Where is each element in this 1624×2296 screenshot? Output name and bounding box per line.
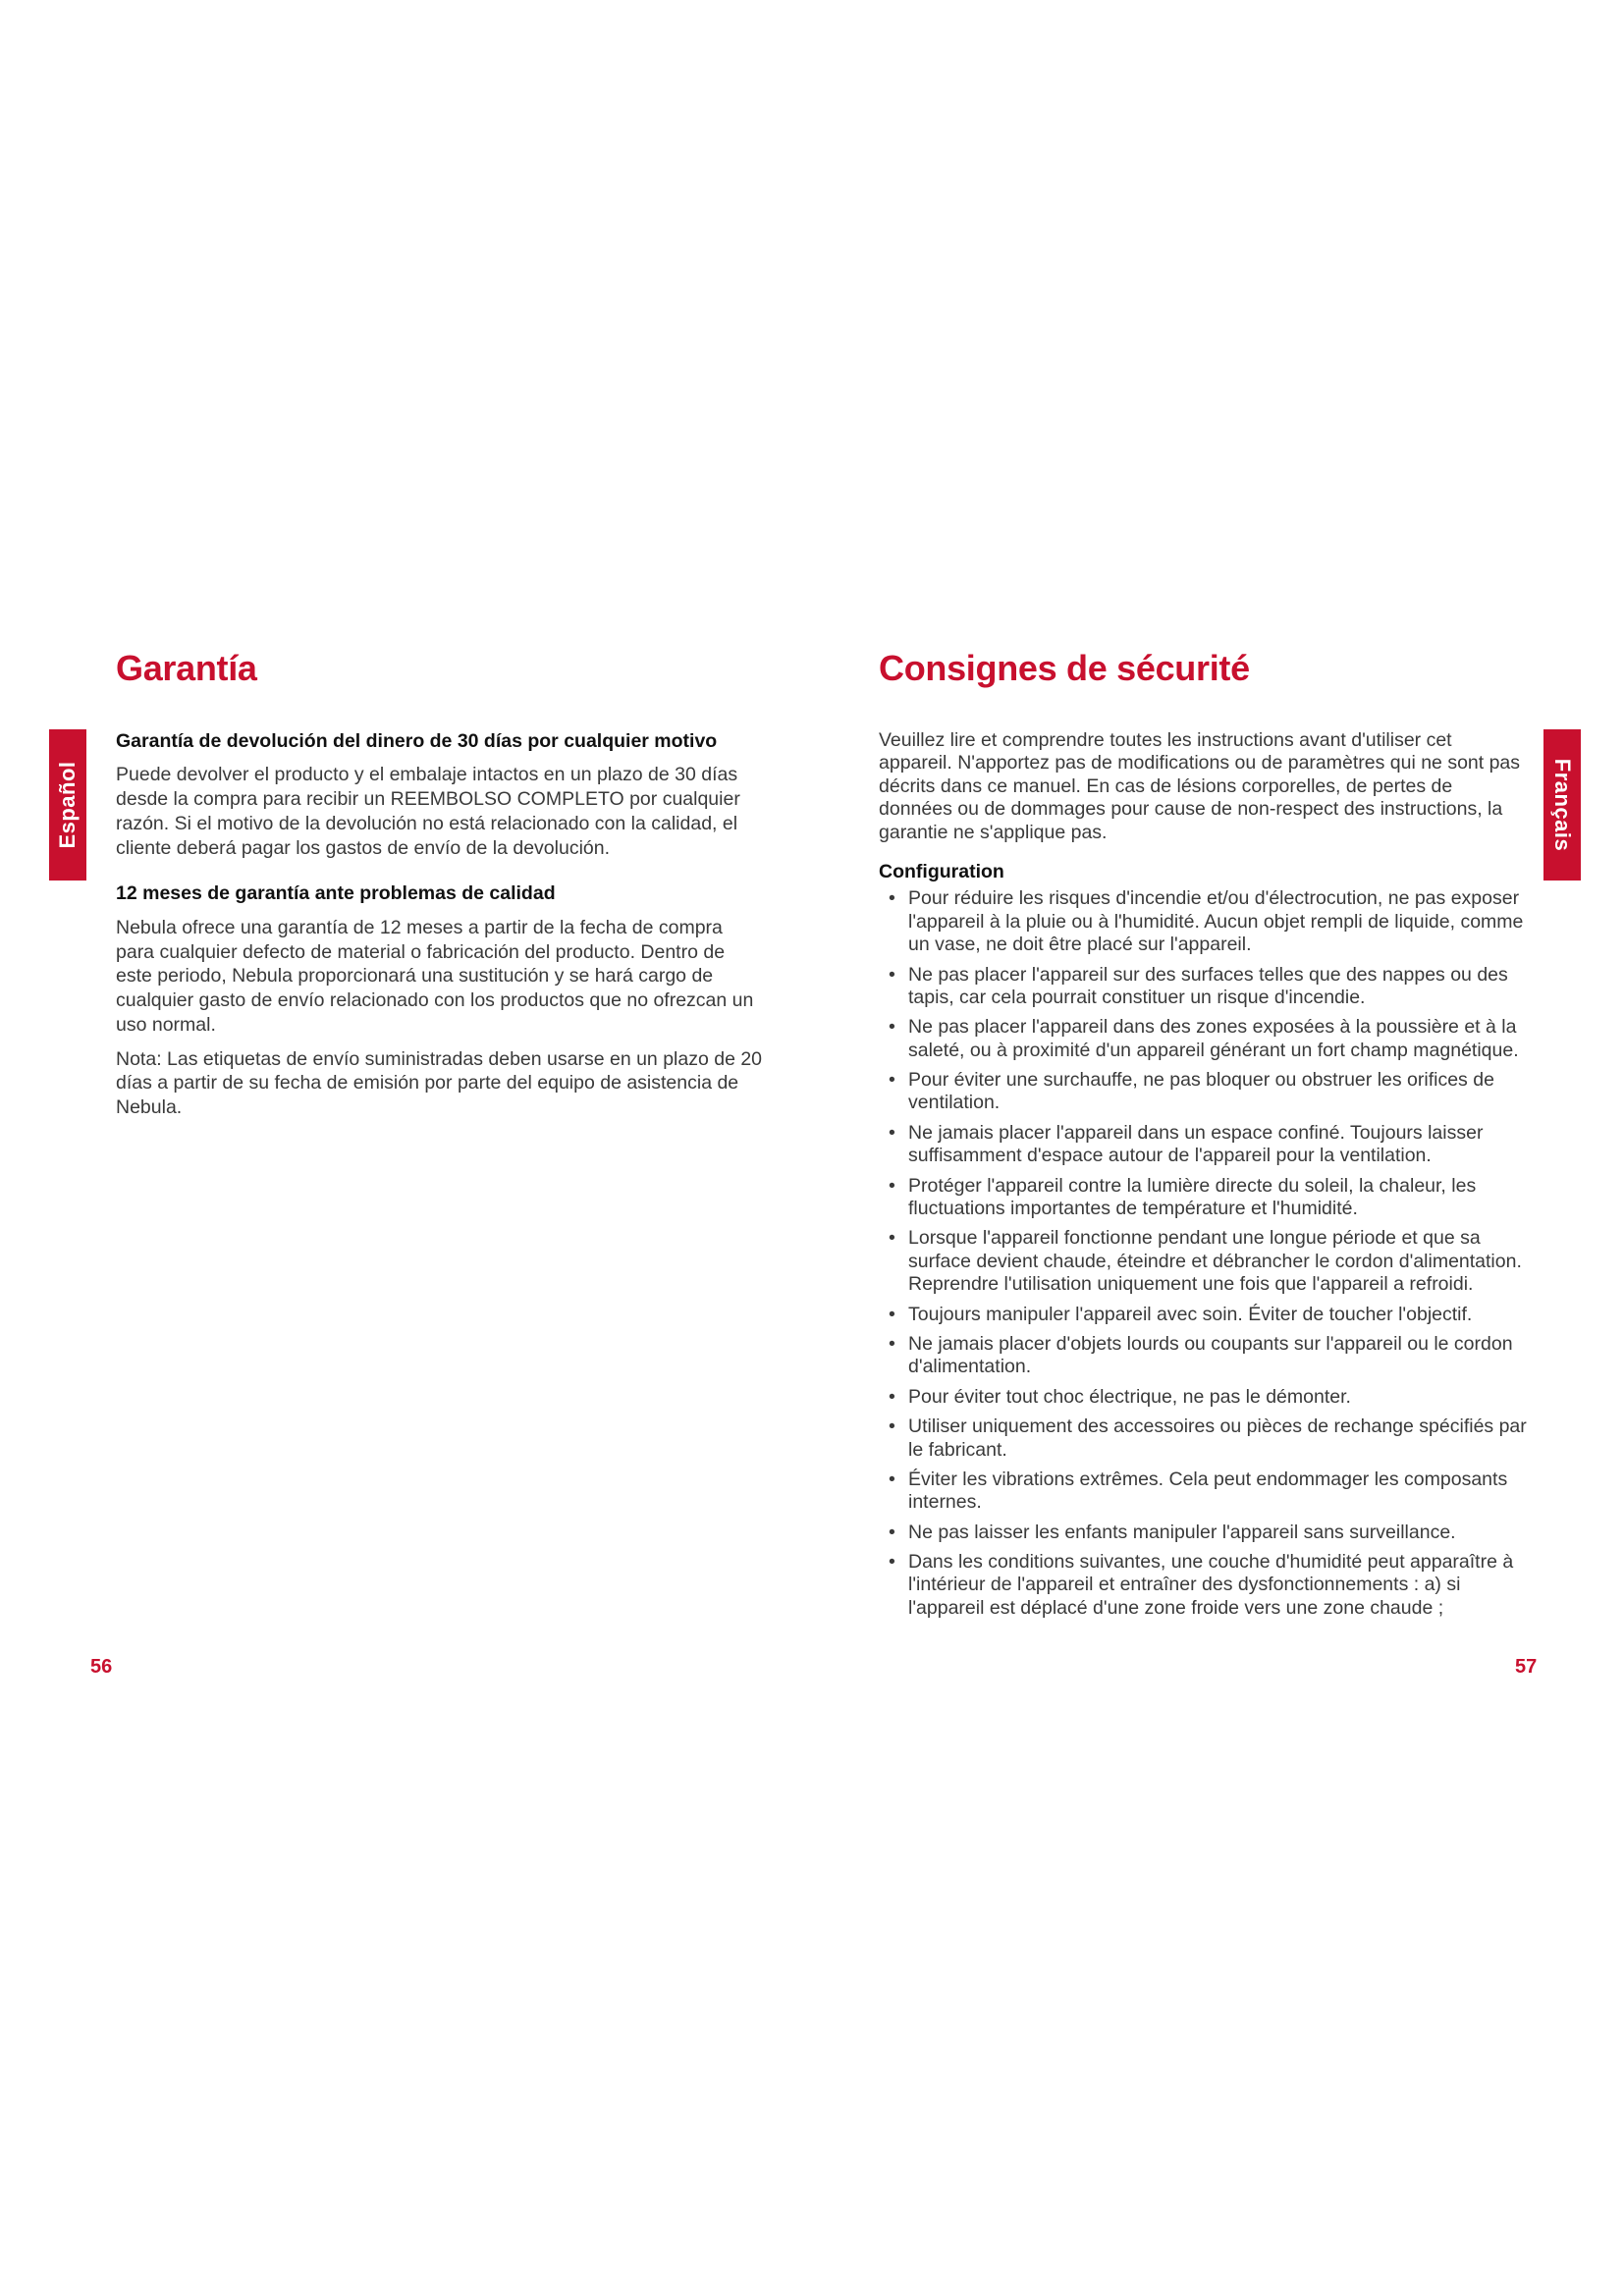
page-title-consignes: Consignes de sécurité: [879, 648, 1250, 688]
language-tab-label: Español: [55, 761, 80, 849]
bullet-icon: •: [889, 887, 895, 910]
bullet-icon: •: [889, 1468, 895, 1490]
safety-intro-paragraph: Veuillez lire et comprendre toutes les instructions avant d'utiliser cet appareil. N'apportez pas de modifications ou de paramètres qui ne sont pas décrits dans ce manuel. En cas de lésions corporelles, de pertes de données ou de dommages pour cause de non-respect des instructions, la garantie ne s'applique pas.: [879, 729, 1521, 843]
language-tab-espanol: [49, 729, 86, 881]
safety-content: [879, 729, 1527, 1627]
list-item: • Éviter les vibrations extrêmes. Cela peut endommager les composants internes.: [889, 1468, 1508, 1514]
list-item: • Lorsque l'appareil fonctionne pendant une longue période et que sa surface devient chaude, éteindre et débrancher le cordon d'alimentation. Reprendre l'utilisation uniquement une fois que l'appareil a refroidi.: [889, 1227, 1522, 1296]
section-heading-money-back: Garantía de devolución del dinero de 30 días por cualquier motivo: [116, 730, 718, 752]
list-item: • Ne pas placer l'appareil sur des surfaces telles que des nappes ou des tapis, car cela pourrait constituer un risque d'incendie.: [889, 963, 1508, 1008]
section-heading-configuration: Configuration: [879, 860, 1004, 882]
bullet-icon: •: [889, 1174, 895, 1197]
bullet-icon: •: [889, 1303, 895, 1325]
page-title-garantia: Garantía: [116, 648, 257, 688]
bullet-icon: •: [889, 1551, 895, 1574]
list-item: • Pour réduire les risques d'incendie et/ou d'électrocution, ne pas exposer l'appareil à la pluie ou à l'humidité. Aucun objet rempli de liquide, comme un vase, ne doit être placé sur l'appareil.: [889, 887, 1524, 956]
list-item: • Utiliser uniquement des accessoires ou pièces de rechange spécifiés par le fabricant.: [889, 1415, 1527, 1461]
bullet-icon: •: [889, 1521, 895, 1543]
bullet-icon: •: [889, 1332, 895, 1355]
list-item: • Toujours manipuler l'appareil avec soin. Éviter de toucher l'objectif.: [889, 1303, 1473, 1325]
bullet-icon: •: [889, 1016, 895, 1039]
bullet-icon: •: [889, 1227, 895, 1250]
list-item: • Ne jamais placer d'objets lourds ou coupants sur l'appareil ou le cordon d'alimentation.: [889, 1332, 1513, 1378]
language-tab-label: Français: [1550, 758, 1575, 852]
list-item: • Ne jamais placer l'appareil dans un espace confiné. Toujours laisser suffisamment d'espace autour de l'appareil pour la ventilation.: [889, 1121, 1484, 1167]
list-item: • Ne pas placer l'appareil dans des zones exposées à la poussière et à la saleté, ou à proximité d'un appareil générant un fort champ magnétique.: [889, 1016, 1519, 1061]
language-tab-francais: [1543, 729, 1581, 881]
list-item: • Pour éviter tout choc électrique, ne pas le démonter.: [889, 1385, 1351, 1408]
bullet-icon: •: [889, 1385, 895, 1408]
money-back-paragraph: Puede devolver el producto y el embalaje intactos en un plazo de 30 días desde la compra para recibir un REEMBOLSO COMPLETO por cualquier razón. Si el motivo de la devolución no está relacionado con la calidad, el cliente deberá pagar los gastos de envío de la devolución.: [116, 764, 740, 859]
list-item: • Ne pas laisser les enfants manipuler l'appareil sans surveillance.: [889, 1521, 1456, 1543]
page-number: 56: [90, 1656, 113, 1678]
page-number: 57: [1515, 1656, 1538, 1678]
bullet-icon: •: [889, 1069, 895, 1092]
list-item: • Dans les conditions suivantes, une couche d'humidité peut apparaître à l'intérieur de l'appareil et entraîner des dysfonctionnements : a) si l'appareil est déplacé d'une zone froide vers une zone chaude ;: [889, 1551, 1514, 1619]
section-heading-quality-warranty: 12 meses de garantía ante problemas de calidad: [116, 882, 556, 905]
quality-warranty-paragraph: Nebula ofrece una garantía de 12 meses a partir de la fecha de compra para cualquier defecto de material o fabricación del producto. Dentro de este periodo, Nebula proporcionará una sustitución y se hará cargo de cualquier gasto de envío relacionado con los productos que no ofrezcan un uso normal.: [116, 916, 754, 1036]
shipping-note-paragraph: Nota: Las etiquetas de envío suministradas deben usarse en un plazo de 20 días a partir de su fecha de emisión por parte del equipo de asistencia de Nebula.: [116, 1047, 763, 1118]
warranty-content: [116, 729, 764, 1142]
list-item: • Protéger l'appareil contre la lumière directe du soleil, la chaleur, les fluctuations importantes de température et l'humidité.: [889, 1174, 1477, 1220]
bullet-icon: •: [889, 1415, 895, 1438]
bullet-icon: •: [889, 963, 895, 986]
bullet-icon: •: [889, 1121, 895, 1144]
list-item: • Pour éviter une surchauffe, ne pas bloquer ou obstruer les orifices de ventilation.: [889, 1069, 1494, 1114]
safety-bullet-list: [879, 887, 1527, 1620]
